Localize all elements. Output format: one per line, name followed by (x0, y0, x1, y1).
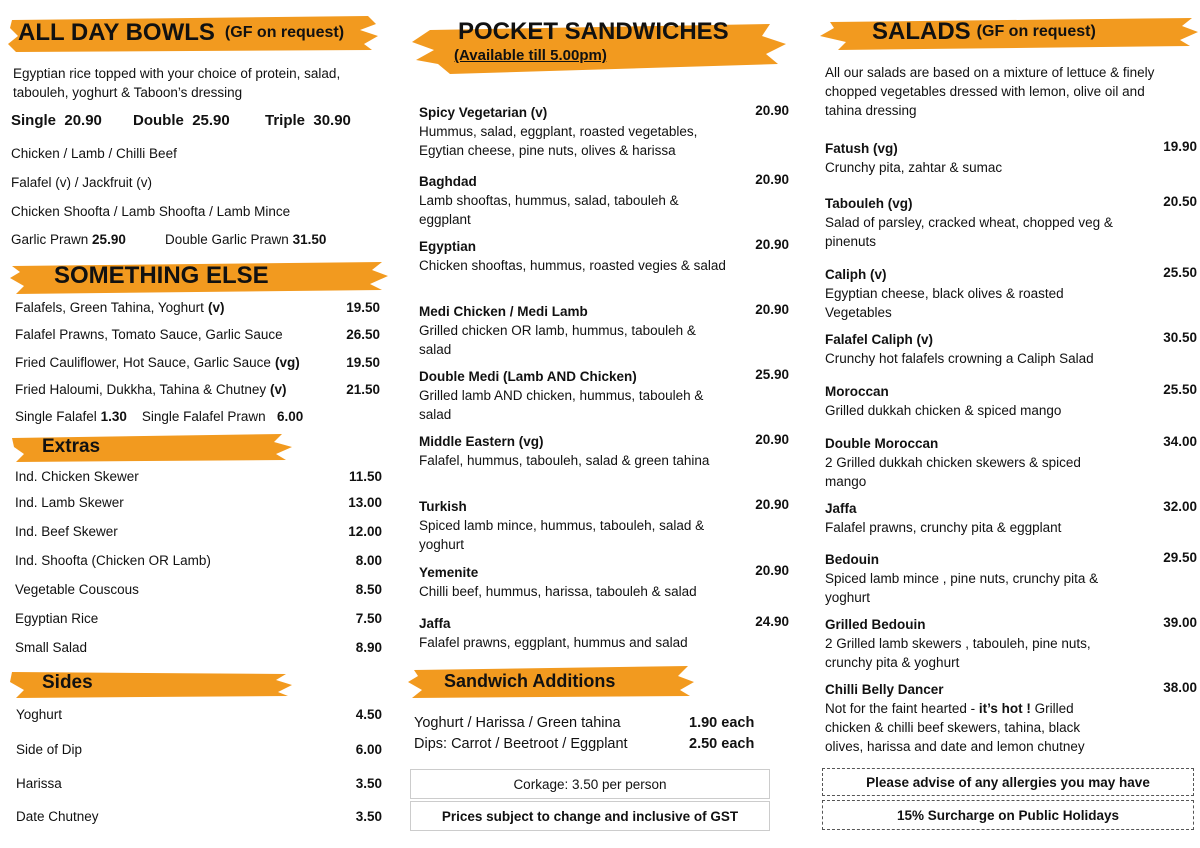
item-price: 12.00 (348, 524, 382, 539)
item-name: Chilli Belly Dancer (825, 682, 944, 697)
extras-title: Extras (42, 436, 101, 457)
pocket-sandwiches-header (410, 14, 790, 76)
item-description: Falafel, hummus, tabouleh, salad & green tahina (419, 453, 710, 468)
item-description: Falafel prawns, eggplant, hummus and salad (419, 635, 688, 650)
item-description: Lamb shooftas, hummus, salad, tabouleh & eggplant (419, 193, 679, 227)
right-column (810, 0, 1200, 848)
item-name: Ind. Lamb Skewer (15, 495, 124, 510)
something-else-title: SOMETHING ELSE (54, 262, 269, 289)
single-price: 6.00 (276, 409, 304, 424)
item-price: 20.90 (755, 432, 789, 447)
item-price: 8.00 (355, 553, 382, 568)
item-price: 13.00 (348, 495, 382, 510)
item-price: 19.50 (346, 300, 380, 315)
bowl-size-triple (265, 112, 351, 129)
prawn-option-garlic (11, 232, 126, 247)
item-price: 19.90 (1163, 139, 1197, 154)
item-name: Jaffa (825, 501, 857, 516)
addition-name: Yoghurt / Harissa / Green tahina (414, 715, 621, 731)
sides-title: Sides (42, 672, 93, 693)
item-price: 20.90 (755, 497, 789, 512)
bowl-option: Chicken Shoofta / Lamb Shoofta / Lamb Mince (11, 204, 291, 219)
menu-item (419, 237, 789, 275)
menu-item (825, 434, 1197, 491)
item-price: 20.90 (755, 237, 789, 252)
item-desc-start: Not for the faint hearted - (825, 701, 979, 716)
item-price: 25.90 (755, 367, 789, 382)
bowl-size-price: 25.90 (192, 112, 230, 129)
menu-item (419, 367, 789, 424)
menu-item (825, 615, 1197, 672)
item-description: Spiced lamb mince, hummus, tabouleh, salad & yoghurt (419, 518, 705, 552)
salads-header (820, 14, 1198, 50)
item-name: Medi Chicken / Medi Lamb (419, 304, 588, 319)
item-name: Double Medi (Lamb AND Chicken) (419, 369, 637, 384)
item-description: Hummus, salad, eggplant, roasted vegetables, Egytian cheese, pine nuts, olives & harissa (419, 124, 698, 158)
item-tag: (v) (270, 382, 287, 397)
corkage-notice: Corkage: 3.50 per person (410, 769, 770, 799)
item-price: 7.50 (355, 611, 382, 626)
salads-description: All our salads are based on a mixture of lettuce & finely chopped vegetables dressed with lemon, olive oil and tahina dressing (825, 65, 1155, 118)
prawn-option-double (165, 232, 326, 247)
item-name: Middle Eastern (vg) (419, 434, 544, 449)
bowl-size-price: 30.90 (313, 112, 351, 129)
item-description: Falafel prawns, crunchy pita & eggplant (825, 520, 1062, 535)
prawn-label: Garlic Prawn (11, 232, 89, 247)
item-description: 2 Grilled lamb skewers , tabouleh, pine nuts, crunchy pita & yoghurt (825, 636, 1091, 670)
item-name: Egyptian Rice (15, 611, 99, 626)
item-name: Turkish (419, 499, 467, 514)
menu-item (419, 432, 789, 470)
item-name: Tabouleh (vg) (825, 196, 913, 211)
prawn-price: 31.50 (292, 232, 327, 247)
menu-item (419, 103, 789, 160)
item-price: 25.50 (1163, 382, 1197, 397)
item-price: 32.00 (1163, 499, 1197, 514)
item-description: Chilli beef, hummus, harissa, tabouleh & salad (419, 584, 697, 599)
extras-header (12, 432, 292, 462)
item-description: Grilled lamb AND chicken, hummus, tabouleh & salad (419, 388, 704, 422)
single-falafel-row (15, 409, 303, 424)
item-description: 2 Grilled dukkah chicken skewers & spiced mango (825, 455, 1081, 489)
item-price: 30.50 (1163, 330, 1197, 345)
item-name: Bedouin (825, 552, 879, 567)
item-name: Falafels, Green Tahina, Yoghurt (15, 300, 204, 315)
item-price: 11.50 (348, 469, 382, 484)
item-name: Ind. Beef Skewer (15, 524, 118, 539)
item-price: 20.90 (755, 563, 789, 578)
item-description: Crunchy hot falafels crowning a Caliph Salad (825, 351, 1094, 366)
single-label: Single Falafel (15, 409, 97, 424)
item-name: Spicy Vegetarian (v) (419, 105, 548, 120)
item-price: 26.50 (346, 327, 380, 342)
item-name: Double Moroccan (825, 436, 939, 451)
item-name: Vegetable Couscous (15, 582, 139, 597)
left-column (0, 0, 400, 848)
item-name: Ind. Chicken Skewer (15, 469, 139, 484)
item-desc-bold: it’s hot ! (978, 701, 1031, 716)
salads-note: (GF on request) (976, 23, 1096, 40)
menu-item (825, 265, 1197, 322)
bowl-option: Falafel (v) / Jackfruit (v) (11, 175, 153, 190)
sandwich-additions-title: Sandwich Additions (444, 670, 616, 691)
bowl-size-label: Double (133, 112, 184, 129)
item-price: 3.50 (355, 809, 382, 824)
bowl-size-double (133, 112, 230, 129)
menu-item (419, 497, 789, 554)
single-label: Single Falafel Prawn (141, 409, 266, 424)
item-name: Grilled Bedouin (825, 617, 926, 632)
item-name: Jaffa (419, 616, 451, 631)
item-price: 21.50 (346, 382, 380, 397)
menu-item (825, 330, 1197, 368)
menu-item (825, 499, 1197, 537)
item-price: 20.90 (755, 172, 789, 187)
prices-notice: Prices subject to change and inclusive of GST (410, 801, 770, 831)
single-price: 1.30 (100, 409, 127, 424)
item-tag: (v) (208, 300, 225, 315)
allergies-notice: Please advise of any allergies you may have (822, 768, 1194, 796)
item-description (825, 699, 1115, 756)
pocket-sandwiches-subtitle: (Available till 5.00pm) (454, 47, 607, 64)
item-description: Egyptian cheese, black olives & roasted Vegetables (825, 286, 1064, 320)
item-price: 20.90 (755, 302, 789, 317)
all-day-bowls-header (8, 14, 378, 52)
middle-column (400, 0, 810, 848)
salads-title: SALADS (872, 18, 971, 45)
bowl-size-single (11, 112, 102, 129)
menu-item (825, 382, 1197, 420)
item-name: Baghdad (419, 174, 477, 189)
item-price: 8.50 (355, 582, 382, 597)
item-price: 24.90 (755, 614, 789, 629)
item-price: 25.50 (1163, 265, 1197, 280)
item-price: 4.50 (355, 707, 382, 722)
sides-header (10, 668, 292, 698)
menu-item (419, 172, 789, 229)
item-description: Spiced lamb mince , pine nuts, crunchy pita & yoghurt (825, 571, 1099, 605)
menu-item (419, 302, 789, 359)
sandwich-additions-header (408, 664, 694, 698)
item-name: Fried Haloumi, Dukkha, Tahina & Chutney (15, 382, 267, 397)
item-price: 39.00 (1163, 615, 1197, 630)
item-name: Harissa (16, 776, 62, 791)
prawn-label: Double Garlic Prawn (165, 232, 289, 247)
bowls-description: Egyptian rice topped with your choice of protein, salad, tabouleh, yoghurt & Taboon’s dressing (13, 66, 341, 100)
menu-item (825, 550, 1197, 607)
item-price: 20.50 (1163, 194, 1197, 209)
all-day-bowls-note: (GF on request) (224, 24, 345, 41)
item-description: Grilled chicken OR lamb, hummus, tabouleh & salad (419, 323, 696, 357)
prawn-price: 25.90 (92, 232, 126, 247)
item-description: Salad of parsley, cracked wheat, chopped veg & pinenuts (825, 215, 1113, 249)
menu-item (419, 563, 789, 601)
addition-price: 1.90 each (689, 715, 755, 731)
menu-item (825, 139, 1197, 177)
item-name: Side of Dip (16, 742, 83, 757)
item-name: Date Chutney (16, 809, 99, 824)
item-price: 20.90 (755, 103, 789, 118)
item-desc-end: Grilled chicken & chilli beef skewers, tahina, black olives, harissa and date and lemon chutney (825, 701, 1085, 754)
item-name: Fried Cauliflower, Hot Sauce, Garlic Sauce (15, 355, 271, 370)
item-name: Moroccan (825, 384, 889, 399)
menu-item-chilli-belly-dancer (825, 680, 1197, 756)
bowl-size-label: Triple (265, 112, 306, 129)
item-description: Crunchy pita, zahtar & sumac (825, 160, 1003, 175)
item-description: Grilled dukkah chicken & spiced mango (825, 403, 1062, 418)
bowl-size-label: Single (11, 112, 57, 129)
item-name: Falafel Prawns, Tomato Sauce, Garlic Sauce (15, 327, 283, 342)
menu-item (419, 614, 789, 652)
item-name: Yemenite (419, 565, 479, 580)
bowl-size-price: 20.90 (64, 112, 102, 129)
item-tag: (vg) (275, 355, 300, 370)
item-price: 34.00 (1163, 434, 1197, 449)
something-else-header (10, 258, 388, 294)
item-price: 3.50 (355, 776, 382, 791)
surcharge-notice: 15% Surcharge on Public Holidays (822, 800, 1194, 830)
item-price: 38.00 (1163, 680, 1197, 695)
item-name: Egyptian (419, 239, 477, 254)
item-price: 19.50 (346, 355, 380, 370)
pocket-sandwiches-title: POCKET SANDWICHES (458, 18, 729, 45)
item-description: Chicken shooftas, hummus, roasted vegies & salad (419, 258, 726, 273)
addition-price: 2.50 each (689, 736, 755, 752)
menu-item (825, 194, 1197, 251)
item-name: Yoghurt (16, 707, 63, 722)
item-name: Falafel Caliph (v) (825, 332, 934, 347)
bowl-option: Chicken / Lamb / Chilli Beef (11, 146, 177, 161)
item-name: Caliph (v) (825, 267, 887, 282)
item-price: 29.50 (1163, 550, 1197, 565)
item-price: 8.90 (355, 640, 382, 655)
addition-name: Dips: Carrot / Beetroot / Eggplant (414, 736, 628, 752)
item-name: Fatush (vg) (825, 141, 898, 156)
item-name: Ind. Shoofta (Chicken OR Lamb) (15, 553, 211, 568)
all-day-bowls-title: ALL DAY BOWLS (18, 19, 215, 46)
item-price: 6.00 (355, 742, 382, 757)
item-name: Small Salad (15, 640, 88, 655)
